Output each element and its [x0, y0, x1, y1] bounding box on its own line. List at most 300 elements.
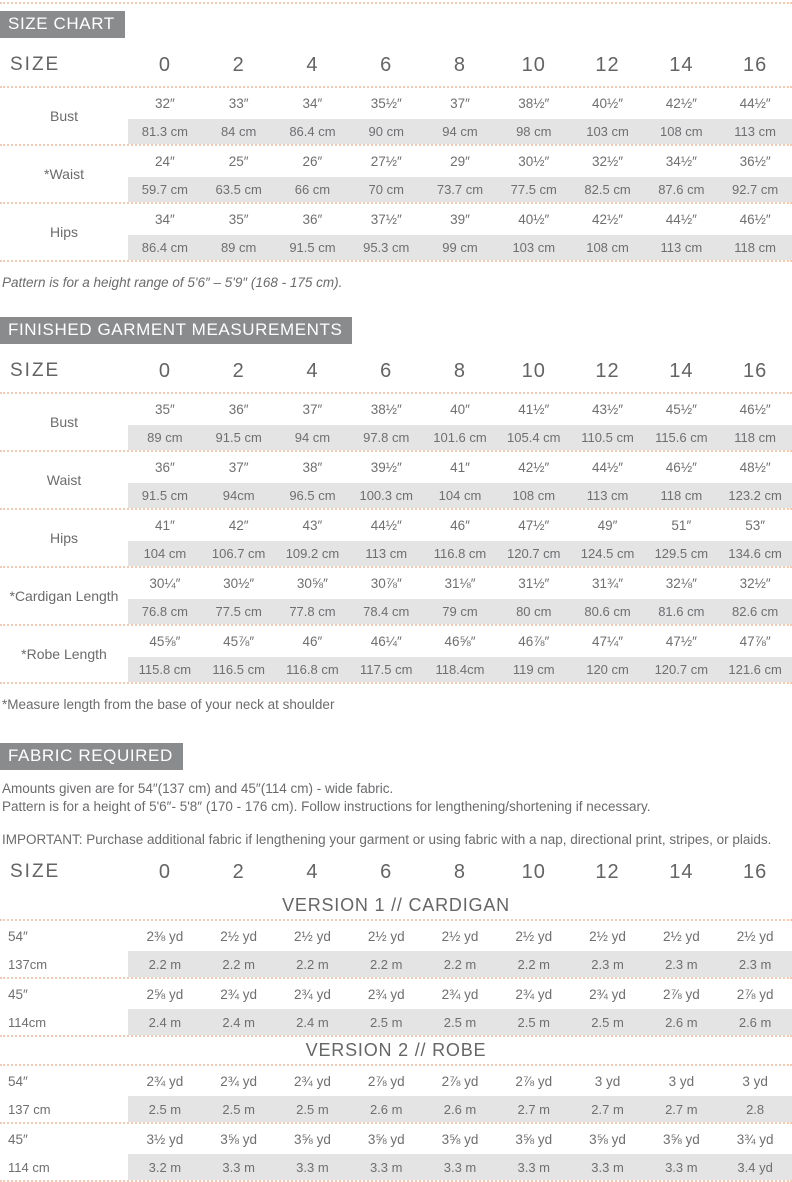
measure-values — [128, 88, 792, 144]
inches-row — [128, 146, 792, 177]
cm-value: 116.5 cm — [212, 662, 265, 677]
cm-value: 116.8 cm — [433, 546, 487, 561]
cm-value: 79 cm — [442, 604, 478, 619]
fabric-value: 3.3 m — [423, 1154, 497, 1180]
fabric-value: 3 yd — [668, 1073, 695, 1089]
fabric-value: 2.4 m — [202, 1009, 276, 1035]
inches-value: 42″ — [228, 518, 249, 533]
cm-value: 108 cm — [512, 488, 556, 503]
cm-value: 118.4cm — [435, 662, 485, 677]
fabric-yards-row — [0, 1066, 792, 1096]
inches-value: 31¾″ — [592, 576, 624, 591]
cm-value: 78.4 cm — [363, 604, 410, 619]
size-chart-title: SIZE CHART — [0, 11, 125, 38]
inches-value: 36″ — [228, 402, 249, 417]
fabric-value: 2½ yd — [441, 928, 479, 944]
fabric-value: 2¾ yd — [294, 1073, 331, 1089]
inches-value: 46″ — [450, 518, 470, 533]
fabric-value: 2⅞ yd — [736, 986, 774, 1002]
inches-value: 30¼″ — [149, 576, 181, 591]
size-number: 6 — [380, 53, 393, 76]
size-label: SIZE — [10, 360, 61, 381]
inches-value: 35″ — [228, 212, 249, 227]
fabric-value: 2½ yd — [515, 928, 553, 944]
fabric-value: 2¾ yd — [220, 1073, 258, 1089]
fabric-value: 3.3 m — [644, 1154, 718, 1180]
inches-value: 46½″ — [739, 212, 771, 227]
inches-value: 46⅞″ — [518, 634, 550, 649]
inches-value: 37″ — [450, 96, 470, 111]
cm-value: 118 cm — [734, 240, 776, 255]
fabric-value: 2¾ yd — [441, 986, 479, 1002]
size-number: 6 — [380, 860, 393, 883]
fabric-value: 2¾ yd — [146, 1073, 184, 1089]
cm-value: 115.6 cm — [655, 430, 708, 445]
measure-values — [128, 510, 792, 566]
fabric-value: 3⅝ yd — [589, 1131, 626, 1147]
inches-value: 42½″ — [592, 212, 624, 227]
fabric-value: 2⅝ yd — [146, 986, 184, 1002]
fabric-value: 2.8 — [718, 1096, 792, 1122]
cm-value: 99 cm — [442, 240, 478, 255]
fabric-value: 3⅝ yd — [662, 1131, 700, 1147]
cm-value: 89 cm — [220, 240, 257, 255]
fabric-value: 2.2 m — [349, 951, 423, 977]
cm-value: 120.7 cm — [507, 546, 561, 561]
fabric-value: 2.6 m — [644, 1009, 718, 1035]
measure-label: *Cardigan Length — [9, 588, 119, 604]
size-number: 10 — [521, 53, 546, 76]
fabric-value: 2½ yd — [662, 928, 700, 944]
cm-value: 70 cm — [368, 182, 404, 197]
fabric-version-block — [0, 892, 792, 1037]
fabric-value: 3⅝ yd — [220, 1131, 258, 1147]
cm-value: 103 cm — [586, 124, 629, 139]
fabric-yards-row — [0, 1124, 792, 1154]
fabric-value: 3.4 yd — [718, 1154, 792, 1180]
inches-value: 38½″ — [518, 96, 550, 111]
fabric-width-label: 45″ — [0, 1124, 128, 1154]
inches-value: 32″ — [154, 96, 175, 111]
inches-value: 45½″ — [665, 402, 697, 417]
cm-value: 106.7 cm — [211, 546, 266, 561]
size-header-row — [0, 350, 792, 392]
inches-value: 31½″ — [518, 576, 550, 591]
size-number: 14 — [669, 359, 694, 382]
fabric-width-label: 54″ — [0, 1066, 128, 1096]
inches-row — [128, 626, 792, 657]
fabric-value: 3 yd — [742, 1073, 768, 1089]
fabric-yards-row — [0, 979, 792, 1009]
finished-measurements-title: FINISHED GARMENT MEASUREMENTS — [0, 317, 352, 344]
fabric-value: 3 yd — [594, 1073, 621, 1089]
inches-value: 25″ — [228, 154, 249, 169]
measure-row-waist — [0, 450, 792, 508]
fabric-important-note: IMPORTANT: Purchase additional fabric if lengthening your garment or using fabric with a nap, directional print, stripes, or plaids. — [2, 832, 772, 847]
fabric-value: 2¾ yd — [367, 986, 405, 1002]
cm-value: 77.5 cm — [215, 604, 262, 619]
cm-value: 95.3 cm — [363, 240, 410, 255]
fabric-value: 2½ yd — [736, 928, 774, 944]
fabric-value: 2.2 m — [202, 951, 276, 977]
fabric-value: 2.2 m — [128, 951, 202, 977]
cm-row — [128, 119, 792, 144]
measure-row-cardigan-length — [0, 566, 792, 624]
fabric-value: 3⅝ yd — [294, 1131, 331, 1147]
inches-value: 47⅞″ — [739, 634, 771, 649]
measure-values — [128, 626, 792, 682]
fabric-value: 2¾ yd — [589, 986, 626, 1002]
inches-value: 44½″ — [592, 460, 624, 475]
inches-value: 36″ — [302, 212, 323, 227]
inches-value: 37½″ — [370, 212, 402, 227]
fabric-value: 2.4 m — [276, 1009, 350, 1035]
measure-row-bust — [0, 392, 792, 450]
measure-label: Hips — [49, 530, 78, 546]
fabric-value: 3½ yd — [146, 1131, 184, 1147]
cm-value: 66 cm — [294, 182, 331, 197]
fabric-row-pair — [0, 1066, 792, 1124]
cm-value: 87.6 cm — [658, 182, 705, 197]
inches-value: 36″ — [154, 460, 175, 475]
inches-row — [128, 204, 792, 235]
fabric-value: 2½ yd — [367, 928, 405, 944]
cm-value: 109.2 cm — [285, 546, 340, 561]
fabric-value: 3.3 m — [571, 1154, 645, 1180]
size-number: 6 — [380, 359, 393, 382]
cm-value: 100.3 cm — [359, 488, 413, 503]
fabric-value: 2.7 m — [497, 1096, 571, 1122]
cm-row — [128, 483, 792, 508]
inches-value: 46½″ — [665, 460, 697, 475]
inches-value: 34″ — [302, 96, 323, 111]
fabric-value: 2¾ yd — [515, 986, 553, 1002]
inches-value: 30⅞″ — [370, 576, 402, 591]
fabric-value: 2.7 m — [644, 1096, 718, 1122]
cm-value: 82.6 cm — [731, 604, 779, 619]
fabric-value: 3⅝ yd — [367, 1131, 405, 1147]
fabric-value: 2⅞ yd — [441, 1073, 479, 1089]
fabric-value: 2⅞ yd — [367, 1073, 405, 1089]
inches-value: 42½″ — [518, 460, 550, 475]
size-number: 4 — [306, 53, 319, 76]
inches-value: 53″ — [745, 518, 765, 533]
cm-value: 105.4 cm — [507, 430, 561, 445]
inches-value: 46½″ — [739, 402, 771, 417]
cm-value: 120.7 cm — [654, 662, 709, 677]
fabric-version-title: VERSION 2 // ROBE — [0, 1037, 792, 1066]
size-number: 8 — [453, 359, 467, 382]
inches-value: 46″ — [302, 634, 323, 649]
inches-value: 40½″ — [592, 96, 624, 111]
cm-value: 94 cm — [294, 430, 331, 445]
cm-value: 113 cm — [660, 240, 703, 255]
size-number: 0 — [158, 860, 171, 883]
fabric-width-label: 137cm — [0, 951, 128, 977]
inches-value: 27½″ — [370, 154, 402, 169]
size-number: 16 — [742, 359, 768, 382]
measure-label: *Robe Length — [21, 646, 107, 662]
inches-value: 32½″ — [592, 154, 624, 169]
cm-value: 113 cm — [734, 124, 776, 139]
measure-values — [128, 452, 792, 508]
size-number: 4 — [306, 359, 319, 382]
cm-value: 96.5 cm — [289, 488, 336, 503]
size-number: 0 — [158, 53, 171, 76]
inches-value: 34½″ — [665, 154, 697, 169]
fabric-value: 2.2 m — [423, 951, 497, 977]
height-range-note: Pattern is for a height range of 5'6″ – 5'9″ (168 - 175 cm). — [2, 275, 343, 290]
inches-value: 30½″ — [223, 576, 255, 591]
fabric-row-pair — [0, 921, 792, 979]
cm-value: 76.8 cm — [141, 604, 188, 619]
fabric-meters-row — [0, 1009, 792, 1035]
size-number: 14 — [669, 53, 694, 76]
cm-value: 63.5 cm — [215, 182, 262, 197]
size-number: 10 — [521, 359, 546, 382]
cm-value: 117.5 cm — [359, 662, 413, 677]
inches-value: 30⅝″ — [296, 576, 328, 591]
inches-value: 34″ — [154, 212, 175, 227]
fabric-value: 2⅞ yd — [515, 1073, 553, 1089]
size-number: 16 — [742, 53, 768, 76]
cm-row — [128, 235, 792, 260]
fabric-value: 2.4 m — [128, 1009, 202, 1035]
inches-row — [128, 510, 792, 541]
inches-value: 35″ — [154, 402, 175, 417]
size-header-row — [0, 44, 792, 86]
inches-value: 49″ — [597, 518, 618, 533]
inches-value: 44½″ — [665, 212, 697, 227]
fabric-width-label: 114 cm — [0, 1154, 128, 1180]
size-label: SIZE — [10, 861, 61, 882]
cm-value: 134.6 cm — [728, 546, 782, 561]
inches-value: 38½″ — [370, 402, 402, 417]
cm-value: 94 cm — [442, 124, 478, 139]
fabric-value: 2.5 m — [423, 1009, 497, 1035]
cm-value: 110.5 cm — [581, 430, 634, 445]
cm-value: 103 cm — [512, 240, 556, 255]
fabric-value: 2.7 m — [571, 1096, 645, 1122]
cm-value: 80.6 cm — [584, 604, 631, 619]
cm-value: 121.6 cm — [728, 662, 782, 677]
fabric-value: 2½ yd — [294, 928, 331, 944]
cm-value: 118 cm — [660, 488, 703, 503]
inches-value: 42½″ — [665, 96, 697, 111]
inches-value: 44½″ — [739, 96, 771, 111]
size-number: 0 — [158, 359, 171, 382]
fabric-width-label: 137 cm — [0, 1096, 128, 1122]
inches-value: 32½″ — [739, 576, 771, 591]
fabric-value: 2.2 m — [497, 951, 571, 977]
inches-value: 37″ — [228, 460, 249, 475]
cm-value: 118 cm — [734, 430, 776, 445]
fabric-value: 2½ yd — [220, 928, 258, 944]
fabric-required-section — [0, 736, 792, 1182]
cm-value: 84 cm — [220, 124, 257, 139]
cm-value: 91.5 cm — [141, 488, 188, 503]
cm-value: 120 cm — [586, 662, 629, 677]
measure-row-waist — [0, 144, 792, 202]
inches-value: 41½″ — [518, 402, 550, 417]
inches-row — [128, 568, 792, 599]
measure-row-hips — [0, 508, 792, 566]
inches-value: 45⅝″ — [149, 634, 181, 649]
size-number: 4 — [306, 860, 319, 883]
fabric-value: 2.5 m — [128, 1096, 202, 1122]
fabric-value: 2.6 m — [349, 1096, 423, 1122]
inches-value: 47½″ — [518, 518, 550, 533]
fabric-value: 2.5 m — [497, 1009, 571, 1035]
cm-value: 94cm — [222, 488, 255, 503]
fabric-required-table — [0, 852, 792, 1182]
fabric-value: 3.3 m — [276, 1154, 350, 1180]
cm-value: 81.6 cm — [658, 604, 705, 619]
fabric-row-pair — [0, 979, 792, 1037]
inches-value: 41″ — [450, 460, 470, 475]
size-number: 8 — [453, 53, 467, 76]
fabric-value: 2.5 m — [202, 1096, 276, 1122]
size-chart-document — [0, 2, 792, 1175]
cm-value: 82.5 cm — [584, 182, 631, 197]
measure-length-note: *Measure length from the base of your neck at shoulder — [2, 697, 335, 712]
measure-label: Bust — [49, 108, 78, 124]
inches-value: 35½″ — [370, 96, 402, 111]
size-number: 12 — [595, 53, 620, 76]
cm-row — [128, 599, 792, 624]
cm-row — [128, 425, 792, 450]
fabric-value: 2.3 m — [718, 951, 792, 977]
cm-value: 59.7 cm — [141, 182, 188, 197]
fabric-width-label: 114cm — [0, 1009, 128, 1035]
cm-row — [128, 177, 792, 202]
cm-value: 89 cm — [147, 430, 183, 445]
measure-values — [128, 146, 792, 202]
measure-row-robe-length — [0, 624, 792, 682]
inches-value: 43½″ — [592, 402, 624, 417]
measure-values — [128, 204, 792, 260]
inches-value: 36½″ — [739, 154, 771, 169]
fabric-value: 2.6 m — [718, 1009, 792, 1035]
inches-value: 39″ — [450, 212, 470, 227]
cm-value: 81.3 cm — [141, 124, 188, 139]
fabric-value: 3¾ yd — [736, 1131, 774, 1147]
cm-value: 80 cm — [516, 604, 552, 619]
fabric-value: 3⅝ yd — [441, 1131, 479, 1147]
fabric-value: 2.5 m — [276, 1096, 350, 1122]
fabric-value: 3.3 m — [202, 1154, 276, 1180]
inches-value: 39½″ — [370, 460, 402, 475]
measure-values — [128, 394, 792, 450]
inches-value: 40½″ — [518, 212, 550, 227]
inches-value: 29″ — [450, 154, 470, 169]
fabric-row-pair — [0, 1124, 792, 1182]
fabric-value: 3.3 m — [497, 1154, 571, 1180]
fabric-version-block — [0, 1037, 792, 1182]
cm-value: 119 cm — [512, 662, 555, 677]
cm-value: 123.2 cm — [728, 488, 782, 503]
fabric-value: 2½ yd — [589, 928, 626, 944]
measure-row-hips — [0, 202, 792, 260]
size-chart-section — [0, 4, 792, 290]
cm-value: 91.5 cm — [289, 240, 336, 255]
inches-value: 26″ — [302, 154, 323, 169]
measure-label: Bust — [49, 414, 78, 430]
fabric-required-title: FABRIC REQUIRED — [0, 743, 183, 770]
size-header-row — [0, 852, 792, 892]
size-number: 8 — [453, 860, 467, 883]
cm-value: 92.7 cm — [731, 182, 779, 197]
finished-measurements-table — [0, 350, 792, 684]
cm-value: 108 cm — [586, 240, 629, 255]
cm-value: 90 cm — [368, 124, 404, 139]
size-chart-table — [0, 44, 792, 262]
cm-value: 116.8 cm — [286, 662, 339, 677]
fabric-value: 2.2 m — [276, 951, 350, 977]
cm-value: 86.4 cm — [141, 240, 188, 255]
fabric-value: 2¾ yd — [294, 986, 331, 1002]
fabric-width-label: 45″ — [0, 979, 128, 1009]
inches-row — [128, 452, 792, 483]
cm-value: 113 cm — [365, 546, 408, 561]
size-number: 16 — [742, 860, 768, 883]
cm-value: 86.4 cm — [289, 124, 336, 139]
size-number: 10 — [521, 860, 546, 883]
measure-row-bust — [0, 86, 792, 144]
inches-row — [128, 88, 792, 119]
fabric-value: 2.5 m — [571, 1009, 645, 1035]
size-label: SIZE — [10, 54, 61, 75]
cm-value: 77.8 cm — [289, 604, 336, 619]
inches-value: 33″ — [228, 96, 249, 111]
finished-measurements-section — [0, 310, 792, 712]
inches-value: 41″ — [154, 518, 175, 533]
inches-value: 44½″ — [370, 518, 402, 533]
fabric-intro-line1: Amounts given are for 54″(137 cm) and 45″(114 cm) - wide fabric. — [2, 781, 394, 796]
fabric-value: 2¾ yd — [220, 986, 258, 1002]
inches-value: 51″ — [671, 518, 692, 533]
size-number: 2 — [232, 359, 245, 382]
inches-value: 24″ — [154, 154, 175, 169]
measure-label: Hips — [49, 224, 78, 240]
size-number: 12 — [595, 860, 620, 883]
cm-value: 129.5 cm — [654, 546, 709, 561]
cm-value: 104 cm — [438, 488, 482, 503]
fabric-intro-line2: Pattern is for a height of 5'6″- 5'8″ (170 - 176 cm). Follow instructions for lengthening/shortening if necessary. — [2, 799, 651, 814]
fabric-yards-row — [0, 921, 792, 951]
cm-row — [128, 541, 792, 566]
inches-value: 46⅝″ — [444, 634, 476, 649]
size-number: 12 — [595, 359, 620, 382]
inches-value: 47¼″ — [592, 634, 624, 649]
inches-value: 32⅛″ — [665, 576, 697, 591]
inches-value: 37″ — [302, 402, 323, 417]
fabric-value: 3⅝ yd — [515, 1131, 553, 1147]
inches-value: 46¼″ — [370, 634, 402, 649]
cm-value: 124.5 cm — [580, 546, 635, 561]
cm-value: 77.5 cm — [510, 182, 557, 197]
inches-value: 48½″ — [739, 460, 771, 475]
cm-value: 104 cm — [143, 546, 187, 561]
fabric-width-label: 54″ — [0, 921, 128, 951]
inches-row — [128, 394, 792, 425]
fabric-value: 3.3 m — [349, 1154, 423, 1180]
cm-value: 101.6 cm — [433, 430, 487, 445]
fabric-value: 2⅞ yd — [662, 986, 700, 1002]
measure-values — [128, 568, 792, 624]
inches-value: 30½″ — [518, 154, 550, 169]
inches-value: 47½″ — [665, 634, 697, 649]
